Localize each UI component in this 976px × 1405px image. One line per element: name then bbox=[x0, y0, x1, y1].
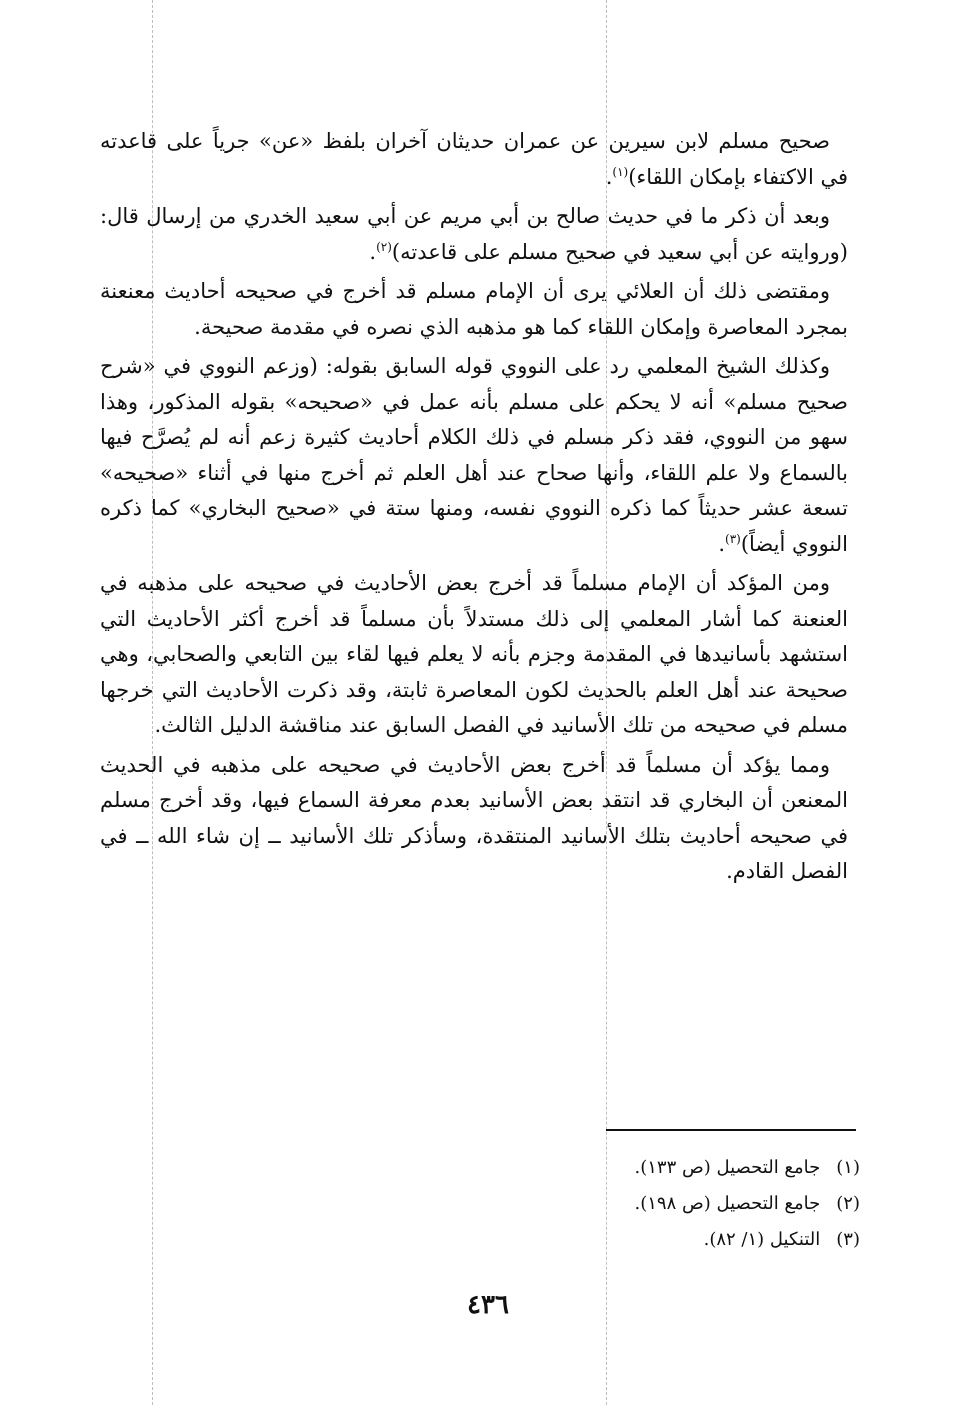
footnote-ref: (٣) bbox=[725, 531, 741, 546]
paragraph bbox=[100, 124, 848, 195]
paragraph bbox=[100, 748, 848, 890]
footnote-number: (٢) bbox=[836, 1193, 860, 1214]
footnote bbox=[560, 1186, 860, 1222]
body-text bbox=[100, 124, 848, 894]
paragraph bbox=[100, 199, 848, 270]
paragraph-text: ومن المؤكد أن الإمام مسلماً قد أخرج بعض الأحاديث في صحيحه على مذهبه في العنعنة كما أشار المعلمي إلى ذلك مستدلاً بأن مسلماً قد أخرج أكثر الأحاديث التي استشهد بأسانيدها في المقدمة وجزم بأنه لا يعلم فيها لقاء بين التابعي والصحابي، وهي صحيحة عند أهل العلم بالحديث لكون المعاصرة ثابتة، وقد ذكرت الأحاديث التي خرجها مسلم في صحيحه من تلك الأسانيد في الفصل السابق عند مناقشة الدليل الثالث. bbox=[100, 571, 848, 737]
footnote-text: التنكيل (١/ ٨٢). bbox=[703, 1229, 821, 1250]
footnote-number: (١) bbox=[836, 1157, 860, 1178]
footnote-number: (٣) bbox=[836, 1229, 860, 1250]
footnotes bbox=[560, 1150, 860, 1258]
paragraph bbox=[100, 349, 848, 562]
footnote-text: جامع التحصيل (ص ١٩٨). bbox=[634, 1193, 821, 1214]
footnote bbox=[560, 1150, 860, 1186]
paragraph-text: صحيح مسلم لابن سيرين عن عمران حديثان آخران بلفظ «عن» جرياً على قاعدته في الاكتفاء بإمكان اللقاء) bbox=[100, 129, 848, 189]
paragraph bbox=[100, 566, 848, 744]
paragraph-text: وبعد أن ذكر ما في حديث صالح بن أبي مريم عن أبي سعيد الخدري من إرسال قال: (وروايته عن أبي سعيد في صحيح مسلم على قاعدته) bbox=[100, 204, 848, 264]
footnote-ref: (٢) bbox=[376, 239, 392, 254]
page-number: ٤٣٦ bbox=[467, 1290, 509, 1320]
paragraph-text: ومما يؤكد أن مسلماً قد أخرج بعض الأحاديث في صحيحه على مذهبه في الحديث المعنعن أن البخاري قد انتقد بعض الأسانيد بعدم معرفة السماع فيها، وقد أخرج مسلم في صحيحه أحاديث بتلك الأسانيد المنتقدة، وسأذكر تلك الأسانيد ــ إن شاء الله ــ في الفصل القادم. bbox=[100, 752, 848, 883]
footnote-text: جامع التحصيل (ص ١٣٣). bbox=[634, 1157, 821, 1178]
paragraph-tail: . bbox=[718, 531, 726, 556]
paragraph bbox=[100, 274, 848, 345]
footnote-separator bbox=[606, 1129, 856, 1131]
paragraph-tail: . bbox=[369, 239, 377, 264]
footnote bbox=[560, 1222, 860, 1258]
footnote-ref: (١) bbox=[612, 164, 629, 179]
paragraph-text: ومقتضى ذلك أن العلائي يرى أن الإمام مسلم قد أخرج في صحيحه أحاديث معنعنة بمجرد المعاصرة وإمكان اللقاء كما هو مذهبه الذي نصره في مقدمة صحيحة. bbox=[100, 279, 848, 339]
paragraph-tail: . bbox=[605, 164, 613, 189]
paragraph-text: وكذلك الشيخ المعلمي رد على النووي قوله السابق بقوله: (وزعم النووي في «شرح صحيح مسلم» أنه لا يحكم على مسلم بأنه عمل في «صحيحه» بقوله المذكور، وهذا سهو من النووي، فقد ذكر مسلم في ذلك الكلام أحاديث كثيرة زعم أنه لم يُصرَّح فيها بالسماع ولا علم اللقاء، وأنها صحاح عند أهل العلم ثم أخرج منها في أثناء «صحيحه» تسعة عشر حديثاً كما ذكره النووي نفسه، ومنها ستة في «صحيح البخاري» كما ذكره النووي أيضاً) bbox=[100, 354, 848, 556]
